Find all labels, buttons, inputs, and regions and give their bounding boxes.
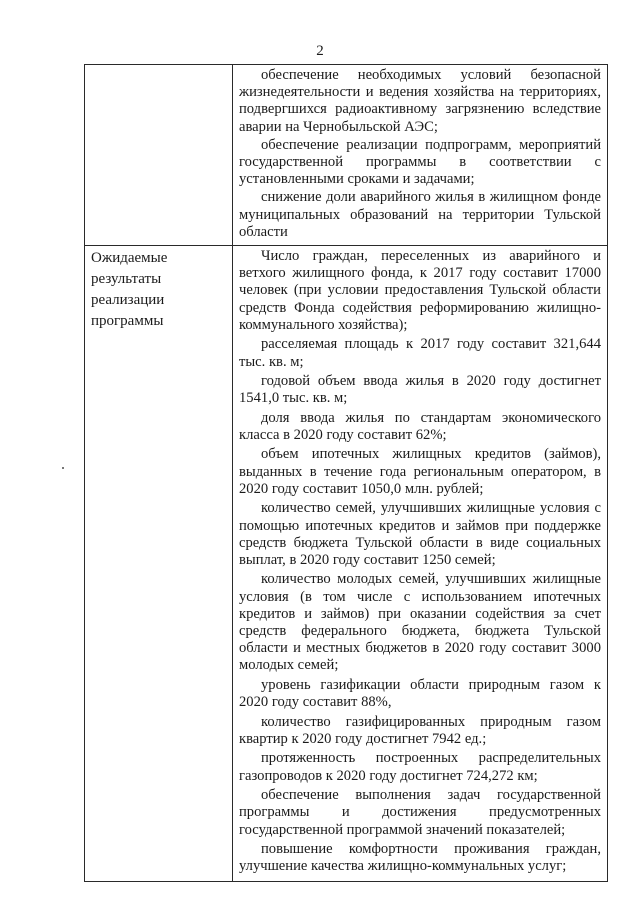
list-item: количество газифицированных природным газом квартир к 2020 году достигнет 7942 ед.; (239, 713, 601, 747)
table-row (85, 246, 608, 882)
list-item: уровень газификации области природным газом к 2020 году составит 88%, (239, 676, 601, 711)
list-item: расселяемая площадь к 2017 году составит 321,644 тыс. кв. м; (239, 336, 601, 370)
list-item: Число граждан, переселенных из аварийного и ветхого жилищного фонда, к 2017 году составит 17000 человек (при условии предоставления Тульской области средств Фонда содействия реформированию жилищно-коммунального хозяйства); (239, 248, 601, 333)
list-item: повышение комфортности проживания граждан, улучшение качества жилищно-коммунальных услуг; (239, 841, 601, 875)
list-item: годовой объем ввода жилья в 2020 году достигнет 1541,0 тыс. кв. м; (239, 373, 601, 407)
list-item: количество молодых семей, улучшивших жилищные условия (в том числе с использованием ипотечных кредитов и займов) при оказании содействия за счет средств федерального бюджета, бюджета Тульской области и местных бюджетов в 2020 году составит 3000 молодых семей; (239, 571, 601, 674)
row-label-cell (85, 65, 233, 246)
row-content-cell (233, 65, 608, 246)
list-item: доля ввода жилья по стандартам экономического класса в 2020 году составит 62%; (239, 409, 601, 443)
row-label-cell: Ожидаемые результаты реализации программы (85, 246, 233, 882)
scan-speck (62, 467, 64, 469)
list-item: обеспечение необходимых условий безопасной жизнедеятельности и ведения хозяйства на территориях, подвергшихся радиоактивному загрязнению вследствие аварии на Чернобыльской АЭС; (239, 67, 601, 135)
list-item: обеспечение выполнения задач государственной программы и достижения предусмотренных государственной программой значений показателей; (239, 787, 601, 838)
list-item: количество семей, улучшивших жилищные условия с помощью ипотечных кредитов и займов при поддержке средств бюджета Тульской области в виде социальных выплат, в 2020 году составит 1250 семей; (239, 500, 601, 568)
list-item: обеспечение реализации подпрограмм, мероприятий государственной программы в соответствии с установленными сроками и задачами; (239, 136, 601, 188)
list-item: снижение доли аварийного жилья в жилищном фонде муниципальных образований на территории Тульской области (239, 189, 601, 240)
program-passport-table (84, 64, 608, 882)
table-row (85, 65, 608, 246)
list-item: объем ипотечных жилищных кредитов (займов), выданных в течение года региональным оператором, в 2020 году составит 1050,0 млн. рублей; (239, 446, 601, 497)
row-content-cell (233, 246, 608, 882)
list-item: протяженность построенных распределительных газопроводов к 2020 году достигнет 724,272 км; (239, 750, 601, 784)
page-number: 2 (316, 43, 324, 59)
